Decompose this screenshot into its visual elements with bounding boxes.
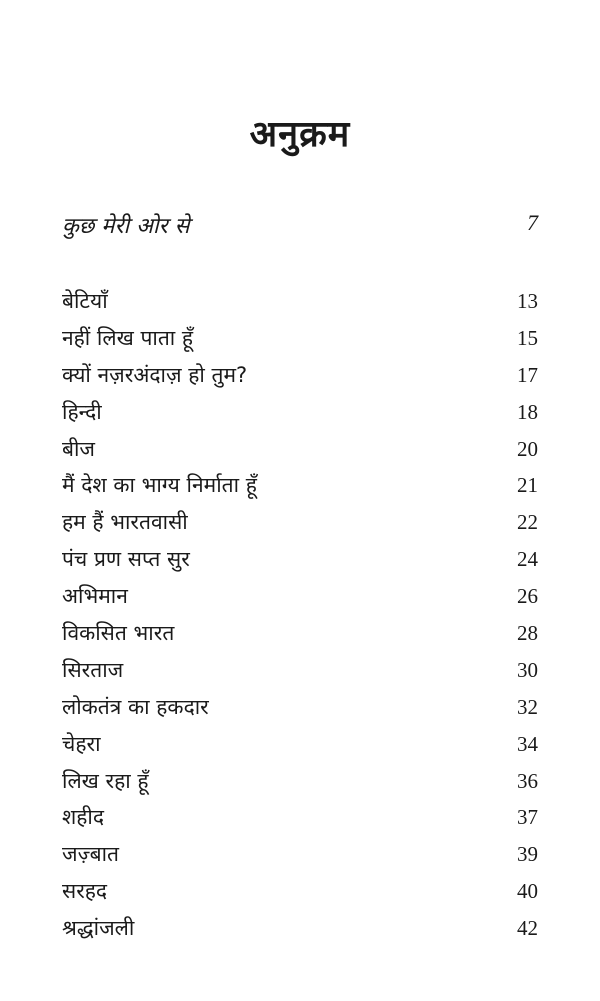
toc-entry[interactable] [62, 505, 538, 542]
toc-entry-title: सिरताज [62, 657, 124, 682]
toc-entry-title: शहीद [62, 805, 105, 830]
toc-entry-title: लोकतंत्र का हकदार [62, 694, 209, 719]
toc-entry-page-number: 30 [517, 657, 538, 682]
toc-entry-title: जज़्बात [62, 842, 119, 867]
toc-entry[interactable] [62, 616, 538, 653]
toc-entry[interactable] [62, 358, 538, 395]
toc-entry-title: सरहद [62, 879, 108, 904]
toc-entry[interactable] [62, 911, 538, 948]
toc-entry-title: नहीं लिख पाता हूँ [62, 325, 194, 350]
toc-entry[interactable] [62, 690, 538, 727]
toc-entry[interactable] [62, 800, 538, 837]
toc-entry[interactable] [62, 579, 538, 616]
toc-entry[interactable] [62, 874, 538, 911]
toc-entry[interactable] [62, 284, 538, 321]
toc-entry-page-number: 42 [517, 916, 538, 941]
toc-entry-title: पंच प्रण सप्त सुर [62, 547, 190, 572]
toc-entry-title: मैं देश का भाग्य निर्माता हूँ [62, 473, 257, 498]
toc-entry-title: हम हैं भारतवासी [62, 510, 188, 535]
toc-entry-page-number: 13 [517, 289, 538, 313]
toc-entry[interactable] [62, 321, 538, 358]
toc-entry-title: क्यों नज़रअंदाज़ हो तुम? [62, 362, 248, 387]
toc-entry-page-number: 36 [517, 768, 538, 793]
toc-entry-title: अभिमान [62, 584, 128, 609]
toc-entry-page-number: 37 [517, 805, 538, 830]
toc-entry-title: बेटियाँ [62, 289, 108, 313]
toc-entry-page-number: 15 [517, 325, 538, 350]
toc-entry[interactable] [62, 653, 538, 690]
toc-entry-title: लिख रहा हूँ [62, 768, 149, 793]
toc-entry[interactable] [62, 542, 538, 579]
toc-entry[interactable] [62, 837, 538, 874]
toc-entry-page-number: 18 [517, 399, 538, 424]
toc-entry[interactable] [62, 395, 538, 432]
toc-entry-title: विकसित भारत [62, 621, 175, 646]
toc-entry-title: श्रद्धांजली [62, 916, 135, 941]
toc-entry[interactable] [62, 432, 538, 469]
toc-entry-page-number: 28 [517, 621, 538, 646]
toc-entry-page-number: 20 [517, 436, 538, 461]
toc-entry-title: बीज [62, 436, 96, 461]
toc-entry-page-number: 7 [527, 210, 538, 235]
toc-entry-page-number: 34 [517, 731, 538, 756]
toc-entry-page-number: 24 [517, 547, 538, 572]
toc-entry-title: हिन्दी [62, 399, 102, 424]
toc-entry[interactable] [62, 727, 538, 764]
toc-entry-page-number: 32 [517, 694, 538, 719]
toc-entry[interactable] [62, 468, 538, 505]
toc-intro-entry[interactable] [62, 210, 538, 246]
toc-entry-page-number: 26 [517, 584, 538, 609]
toc-entry-page-number: 21 [517, 473, 538, 498]
toc-entry-page-number: 22 [517, 510, 538, 535]
toc-entry-page-number: 17 [517, 362, 538, 387]
toc-entry-page-number: 40 [517, 879, 538, 904]
toc-entry-title: चेहरा [62, 731, 101, 756]
table-of-contents [62, 284, 538, 948]
toc-entry[interactable] [62, 764, 538, 801]
toc-entry-title: कुछ मेरी ओर से [62, 214, 190, 239]
page-title: अनुक्रम [249, 114, 351, 155]
toc-entry-page-number: 39 [517, 842, 538, 867]
